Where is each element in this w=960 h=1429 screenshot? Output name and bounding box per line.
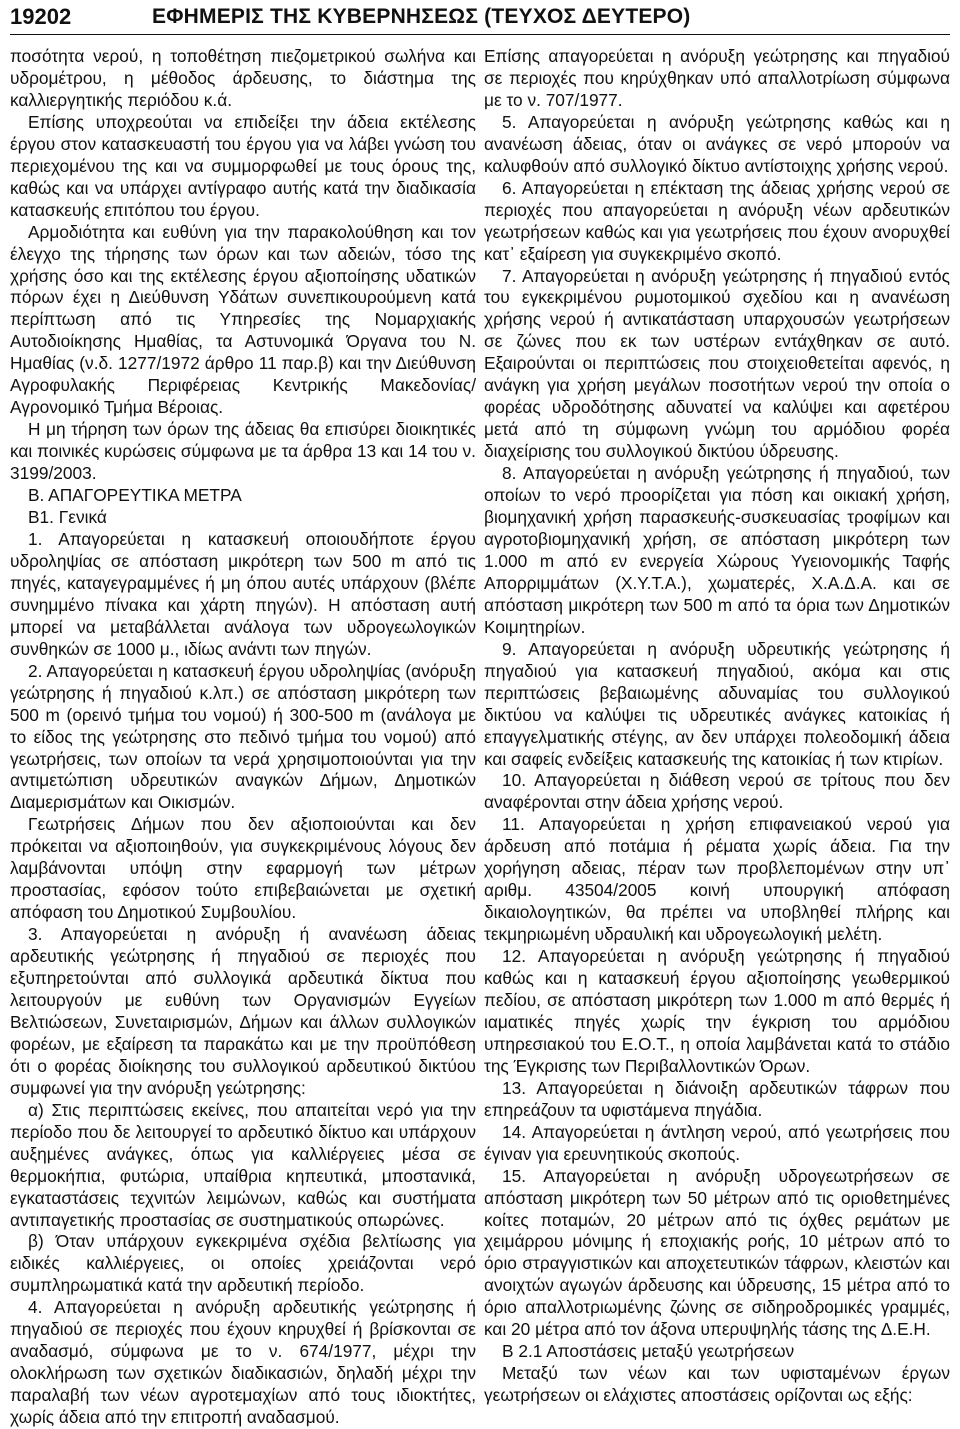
paragraph: 7. Απαγορεύεται η ανόρυξη γεώτρησης ή πηγαδιού εντός του εγκεκριμένου ρυμοτομικού σχεδίου και η ανανέωση χρήσης νερού ή αντικατάσταση υπαρχουσών γεωτρήσεων σε ζώνες που εκ των υστέρων εντάχθηκαν σε αυτό. Εξαιρούνται οι περιπτώσεις που στοιχειοθετείται αφενός, η ανάγκη για χρήση μεγάλων ποσοτήτων νερού την οποία ο φορέας υδροδότησης αδυνατεί να καλύψει και αφετέρου μετά από τη σύμφωνη γνώμη του αρμόδιου φορέα διαχείρισης του συλλογικού δικτύου ύδρευσης. bbox=[484, 265, 950, 462]
page-header bbox=[10, 0, 950, 35]
paragraph: 11. Απαγορεύεται η χρήση επιφανειακού νερού για άρδευση από ποτάμια ή ρέματα χωρίς άδεια. Για την χορήγηση αδειας, πέραν των προβλεπομένων στην υπ᾽ αριθμ. 43504/2005 κοινή υπουργική απόφαση δικαιολογητικών, θα πρέπει να υποβληθεί πλήρης και τεκμηριωμένη υδραυλική και υδρογεωλογική μελέτη. bbox=[484, 814, 950, 945]
paragraph: β) Όταν υπάρχουν εγκεκριμένα σχέδια βελτίωσης για ειδικές καλλιέργειες, οι οποίες χρειάζονται νερό συμπληρωματικά κατά την αρδευτική περίοδο. bbox=[10, 1231, 476, 1296]
paragraph: 1. Απαγορεύεται η κατασκευή οποιουδήποτε έργου υδροληψίας σε απόσταση μικρότερη των 500 m από τις πηγές, καταγεγραμμένες ή μη όπου αυτές υπάρχουν (βλέπε συνημμένο πίνακα και χάρτη πηγών). Η απόσταση αυτή μπορεί να μεταβάλλεται ανάλογα των υδρογεωλογικών συνθηκών σε 1000 μ., ιδίως ανάντι των πηγών. bbox=[10, 528, 476, 659]
section-heading: Β. ΑΠΑΓΟΡΕΥΤΙΚΑ ΜΕΤΡΑ bbox=[28, 485, 242, 506]
paragraph: 12. Απαγορεύεται η ανόρυξη γεώτρησης ή πηγαδιού καθώς και η κατασκευή έργου αξιοποίησης γεωθερμικού πεδίου, σε απόσταση μικρότερη των 1.000 m από θερμές ή ιαματικές πηγές χωρίς την έγκριση του αρμόδιου υπηρεσιακού του Ε.Ο.Τ., η οποία λαμβάνεται κατά το στάδιο της Έγκρισης των Περιβαλλοντικών Όρων. bbox=[484, 946, 950, 1076]
paragraph: Αρμοδιότητα και ευθύνη για την παρακολούθηση και τον έλεγχο της τήρησης των όρων και των αδειών, τόσο της χρήσης όσο και της εκτέλεσης έργου αξιοποίησης υδατικών πόρων έχει η Διεύθυνση Υδάτων συνεπικουρούμενη κατά περίπτωση από τις Υπηρεσίες της Νομαρχιακής Αυτοδιοίκησης Ημαθίας, τα Αστυνομικά Όργανα του Ν. Ημαθίας (ν.δ. 1277/1972 άρθρο 11 παρ.β) και την Διεύθυνση Αγροφυλακής Περιφέρειας Κεντρικής Μακεδονίας/ Αγρονομικό Τμήμα Βέροιας. bbox=[10, 221, 476, 418]
paragraph: 13. Απαγορεύεται η διάνοιξη αρδευτικών τάφρων που επηρεάζουν τα υφιστάμενα πηγάδια. bbox=[484, 1077, 950, 1120]
paragraph: 10. Απαγορεύεται η διάθεση νερού σε τρίτους που δεν αναφέρονται στην άδεια χρήσης νερού. bbox=[484, 770, 950, 813]
paragraph: 9. Απαγορεύεται η ανόρυξη υδρευτικής γεώτρησης ή πηγαδιού για κατασκευή πηγαδιού, ακόμα και στις περιπτώσεις βεβαιωμένης αδυναμίας του συλλογικού δικτύου να καλύψει τις υδρευτικές ανάγκες κατοικίας ή επαγγελματικής στέγης, αν δεν υπάρχει πολεοδομική άδεια και σαφείς ενδείξεις κατασκευής της κατοικίας ή των κτιρίων. bbox=[484, 638, 950, 769]
paragraph: 4. Απαγορεύεται η ανόρυξη αρδευτικής γεώτρησης ή πηγαδιού σε περιοχές που έχουν κηρυχθεί ή βρίσκονται σε αναδασμό, σύμφωνα με το ν. 674/1977, μέχρι την ολοκλήρωση των σχετικών διαδικασιών, δηλαδή μέχρι την παραλαβή των νέων αγροτεμαχίων από τους ιδιοκτήτες, χωρίς άδεια από την επιτροπή αναδασμού. bbox=[10, 1297, 476, 1428]
paragraph: 2. Απαγορεύεται η κατασκευή έργου υδροληψίας (ανόρυξη γεώτρησης ή πηγαδιού κ.λπ.) σε απόσταση μικρότερη των 500 m (ορεινό τμήμα του νομού) ή 300-500 m (ανάλογα με το είδος της γεώτρησης στο πεδινό τμήμα του νομού) από γεωτρήσεις, των οποίων τα νερά χρησιμοποιούνται για την αντιμετώπιση υδρευτικών αναγκών Δήμων, Δημοτικών Διαμερισμάτων και Οικισμών. bbox=[10, 660, 476, 813]
gazette-title: ΕΦΗΜΕΡΙΣ ΤΗΣ ΚΥΒΕΡΝΗΣΕΩΣ (ΤΕΥΧΟΣ ΔΕΥΤΕΡΟ) bbox=[152, 5, 691, 28]
paragraph: 6. Απαγορεύεται η επέκταση της άδειας χρήσης νερού σε περιοχές που απαγορεύεται η ανόρυξη νέων αρδευτικών γεωτρήσεων καθώς και για γεωτρήσεις που έχουν ανορυχθεί κατ᾽ εξαίρεση για συγκεκριμένο σκοπό. bbox=[484, 177, 950, 264]
paragraph: ποσότητα νερού, η τοποθέτηση πιεζομετρικού σωλήνα και υδρομέτρου, η μέθοδος άρδευσης, το διάστημα της καλλιεργητικής περιόδου κ.ά. bbox=[10, 46, 476, 110]
paragraph: 8. Απαγορεύεται η ανόρυξη γεώτρησης ή πηγαδιού, των οποίων το νερό προορίζεται για πόση και οικιακή χρήση, βιομηχανική χρήση παρασκευής-συσκευασίας τροφίμων και αγροτοβιομηχανική χρήση, σε απόσταση μικρότερη των 1.000 m από εν ενεργεία Χώρους Υγειονομικής Ταφής Απορριμμάτων (Χ.Υ.Τ.Α.), χωματερές, Χ.Α.Δ.Α. και σε απόσταση μικρότερη των 500 m από τα όρια των Δημοτικών Κοιμητηρίων. bbox=[484, 463, 950, 637]
page-number: 19202 bbox=[10, 4, 72, 29]
paragraph: 14. Απαγορεύεται η άντληση νερού, από γεωτρήσεις που έγιναν για ερευνητικούς σκοπούς. bbox=[484, 1121, 950, 1164]
subsection-heading: Β 2.1 Αποστάσεις μεταξύ γεωτρήσεων bbox=[502, 1341, 795, 1362]
paragraph: 3. Απαγορεύεται η ανόρυξη ή ανανέωση άδειας αρδευτικής γεώτρησης ή πηγαδιού σε περιοχές που εξυπηρετούνται από συλλογικά αρδευτικά δίκτυα που λειτουργούν με ευθύνη των Οργανισμών Εγγείων Βελτιώσεων, Συνεταιρισμών, Δήμων και άλλων συλλογικών φορέων, με εξαίρεση τα παρακάτω και με την προϋπόθεση ότι ο φορέας διοίκησης του συλλογικού αρδευτικού δικτύου συμφωνεί για την ανόρυξη γεώτρησης: bbox=[10, 924, 476, 1098]
subsection-heading: Β1. Γενικά bbox=[28, 507, 107, 528]
paragraph: 15. Απαγορεύεται η ανόρυξη υδρογεωτρήσεων σε απόσταση μικρότερη των 50 μέτρων από τις οριοθετημένες κοίτες ποταμών, 20 μέτρων από τις όχθες ρεμάτων με χειμάρρου μόνιμης ή εποχιακής ροής, 10 μέτρων από το όριο στραγγιστικών και αποχετευτικών τάφρων, κλειστών και ανοιχτών αγωγών άρδευσης και ύδρευσης, 15 μέτρα από το όριο απαλλοτριωμένης ζώνης σε σιδηροδρομικές γραμμές, και 20 μέτρα από τον άξονα υπερυψηλής τάσης της Δ.Ε.Η. bbox=[484, 1165, 950, 1340]
paragraph: Η μη τήρηση των όρων της άδειας θα επισύρει διοικητικές και ποινικές κυρώσεις σύμφωνα με τα άρθρα 13 και 14 του ν. 3199/2003. bbox=[10, 419, 476, 484]
paragraph: Γεωτρήσεις Δήμων που δεν αξιοποιούνται και δεν πρόκειται να αξιοποιηθούν, για συγκεκριμένους λόγους δεν λαμβάνονται υπόψη στην εφαρμογή των μέτρων προστασίας, εφόσον τούτο επιβεβαιώνεται με σχετική απόφαση του Δημοτικού Συμβουλίου. bbox=[10, 814, 476, 923]
paragraph: α) Στις περιπτώσεις εκείνες, που απαιτείται νερό για την περίοδο που δε λειτουργεί το αρδευτικό δίκτυο και υπάρχουν αυξημένες ανάγκες, όπως για καλλιέργειες μέσα σε θερμοκήπια, φυτώρια, υπαίθρια κηπευτικά, μποστανικά, εγκαταστάσεις τεχνιτών λειμώνων, καθώς και συστήματα αντιπαγετικής προστασίας σε συστηματικούς οπωρώνες. bbox=[10, 1099, 476, 1230]
paragraph: 5. Απαγορεύεται η ανόρυξη γεώτρησης καθώς και η ανανέωση άδειας, όταν οι ανάγκες σε νερό μπορούν να καλυφθούν από συλλογικό δίκτυο αντίστοιχης χρήσης νερού. bbox=[484, 111, 950, 176]
right-column bbox=[484, 46, 950, 1407]
paragraph: Επίσης απαγορεύεται η ανόρυξη γεώτρησης και πηγαδιού σε περιοχές που κηρύχθηκαν υπό απαλλοτρίωση σύμφωνα με το ν. 707/1977. bbox=[484, 46, 950, 110]
paragraph: Μεταξύ των νέων και των υφισταμένων έργων γεωτρήσεων οι ελάχιστες αποστάσεις ορίζονται ως εξής: bbox=[484, 1363, 950, 1406]
paragraph: Επίσης υποχρεούται να επιδείξει την άδεια εκτέλεσης έργου στον κατασκευαστή του έργου για να λάβει γνώση του περιεχομένου της και να συμμορφωθεί με τους όρους της, καθώς και να υπάρχει αντίγραφο αυτής κατά την διαδικασία κατασκευής επιτόπου του έργου. bbox=[10, 111, 476, 220]
left-column bbox=[10, 46, 476, 1429]
